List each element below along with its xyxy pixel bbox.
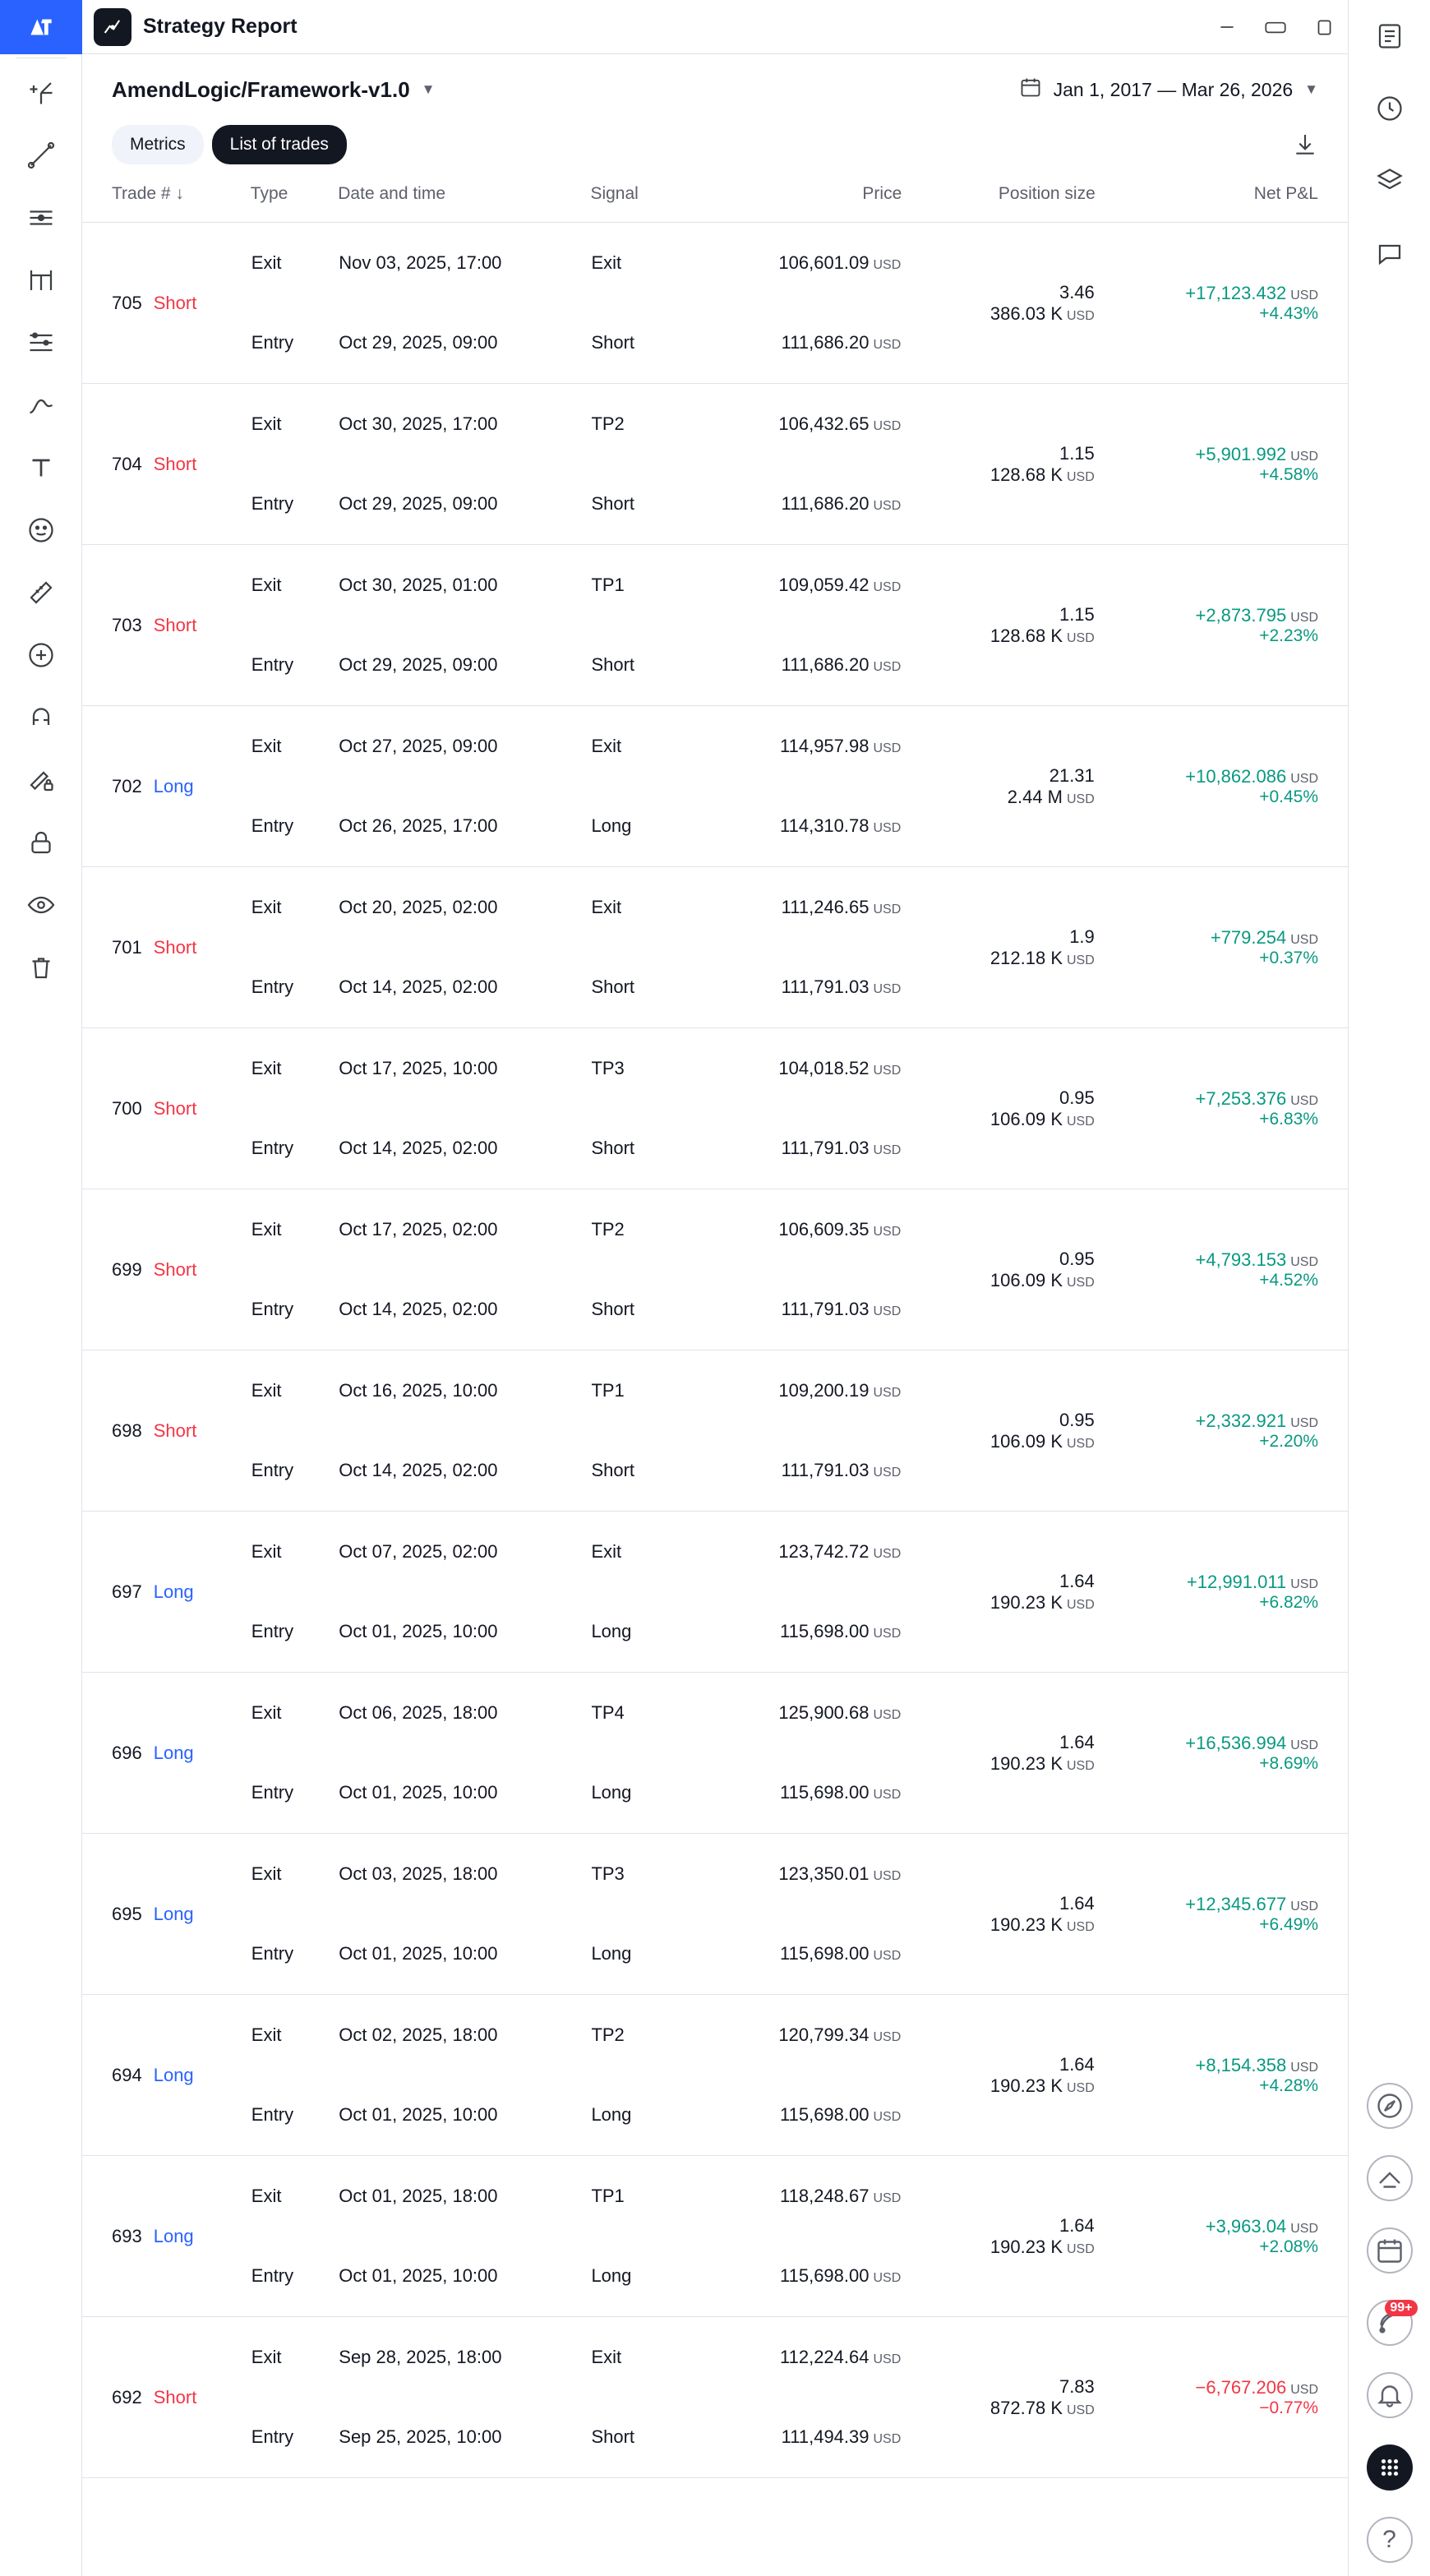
row-signal: Short (591, 332, 635, 353)
row-signal: Short (591, 1138, 635, 1159)
trade-side: Short (153, 936, 197, 958)
row-price: 111,494.39 USD (781, 2426, 902, 2448)
row-signal: TP1 (591, 574, 625, 595)
row-datetime: Oct 30, 2025, 17:00 (339, 413, 498, 434)
row-price: 115,698.00 USD (780, 2265, 902, 2287)
horizontal-lines-icon[interactable] (0, 187, 82, 249)
row-type: Exit (251, 2024, 282, 2045)
row-position-size: 1.64 190.23 K USD (989, 2053, 1095, 2096)
row-signal: Long (591, 1782, 632, 1803)
row-type: Exit (251, 2346, 282, 2367)
trade-number: 695 (112, 1903, 142, 1924)
trade-side: Short (153, 2386, 197, 2407)
strategy-selector[interactable] (112, 77, 435, 103)
strategy-report-window (82, 0, 1348, 2576)
row-price: 118,248.67 USD (780, 2185, 902, 2206)
table-row[interactable] (82, 867, 1348, 948)
table-row[interactable] (82, 1834, 1348, 1914)
trade-number: 698 (112, 1420, 142, 1441)
row-signal: Long (591, 1621, 632, 1642)
row-type: Entry (251, 815, 294, 837)
trade-side: Long (153, 1903, 194, 1924)
row-net-pnl: −6,767.206 USD −0.77% (1195, 2376, 1318, 2417)
row-type: Entry (251, 332, 294, 353)
row-datetime: Oct 06, 2025, 18:00 (339, 1701, 498, 1723)
row-price: 106,609.35 USD (778, 1218, 902, 1240)
trades-table (82, 184, 1348, 2478)
help-icon[interactable]: ? (1349, 2504, 1430, 2576)
row-position-size: 0.95 106.09 K USD (989, 1409, 1095, 1452)
table-row[interactable] (82, 1028, 1348, 1109)
row-net-pnl: +3,963.04 USD +2.08% (1205, 2215, 1318, 2256)
row-datetime: Oct 17, 2025, 10:00 (339, 1057, 498, 1078)
row-datetime: Sep 25, 2025, 10:00 (339, 2426, 502, 2448)
trade-number: 692 (112, 2386, 142, 2407)
trade-side: Short (153, 1420, 197, 1441)
row-price: 106,601.09 USD (778, 252, 902, 273)
row-datetime: Oct 27, 2025, 09:00 (339, 735, 498, 756)
row-price: 111,686.20 USD (781, 654, 902, 676)
strategy-name-label: AmendLogic/Framework-v1.0 (112, 76, 410, 102)
trade-number-cell (82, 1512, 251, 1673)
trade-side: Long (153, 2064, 194, 2085)
row-signal: Exit (591, 896, 622, 917)
table-row[interactable] (82, 1995, 1348, 2075)
row-price: 106,432.65 USD (778, 413, 902, 434)
chat-icon[interactable] (1349, 217, 1430, 289)
row-type: Entry (251, 976, 294, 998)
row-type: Exit (251, 252, 282, 273)
row-type: Entry (251, 2426, 294, 2448)
report-header (82, 54, 1348, 164)
row-datetime: Sep 28, 2025, 18:00 (339, 2346, 502, 2367)
column-header-net-pnl[interactable]: Net P&L (1096, 184, 1348, 223)
row-signal: Short (591, 1460, 635, 1481)
row-price: 111,246.65 USD (781, 896, 902, 917)
date-range-selector[interactable] (1019, 76, 1318, 104)
trade-number-cell (82, 2317, 251, 2478)
row-price: 125,900.68 USD (778, 1701, 902, 1723)
trade-side: Long (153, 775, 194, 796)
row-price: 115,698.00 USD (780, 1943, 902, 1964)
table-header-row (82, 184, 1348, 223)
trade-number-cell (82, 1189, 251, 1350)
row-type: Exit (251, 574, 282, 595)
calendar-icon (1019, 76, 1042, 104)
row-position-size: 0.95 106.09 K USD (989, 1087, 1095, 1129)
table-row[interactable] (82, 1189, 1348, 1270)
row-position-size: 1.64 190.23 K USD (989, 2214, 1095, 2257)
trade-side: Long (153, 1742, 194, 1763)
date-range-label: Jan 1, 2017 — Mar 26, 2026 (1053, 78, 1294, 100)
row-signal: TP3 (591, 1057, 625, 1078)
trades-table-body (82, 223, 1348, 2478)
row-datetime: Oct 16, 2025, 10:00 (339, 1379, 498, 1401)
trade-number-cell (82, 1673, 251, 1834)
row-type: Entry (251, 493, 294, 515)
row-datetime: Oct 14, 2025, 02:00 (339, 976, 498, 998)
strategy-icon (94, 8, 131, 46)
row-datetime: Oct 17, 2025, 02:00 (339, 1218, 498, 1240)
row-type: Entry (251, 1782, 294, 1803)
row-datetime: Oct 30, 2025, 01:00 (339, 574, 498, 595)
table-row[interactable] (82, 2317, 1348, 2398)
right-toolbar (1348, 0, 1430, 2576)
window-title: Strategy Report (143, 15, 298, 38)
row-signal: Long (591, 2104, 632, 2126)
row-signal: Exit (591, 735, 622, 756)
row-signal: TP3 (591, 1863, 625, 1884)
layers-icon[interactable] (1349, 145, 1430, 217)
row-price: 111,686.20 USD (781, 332, 902, 353)
trade-number: 699 (112, 1258, 142, 1280)
close-button[interactable] (1313, 16, 1335, 38)
row-datetime: Oct 29, 2025, 09:00 (339, 654, 498, 676)
row-price: 104,018.52 USD (778, 1057, 902, 1078)
row-position-size: 1.9 212.18 K USD (989, 926, 1095, 968)
row-signal: Exit (591, 1540, 622, 1562)
row-datetime: Oct 26, 2025, 17:00 (339, 815, 498, 837)
row-type: Entry (251, 1621, 294, 1642)
row-type: Exit (251, 1379, 282, 1401)
crosshair-cursor-icon[interactable] (0, 62, 82, 124)
row-type: Exit (251, 1540, 282, 1562)
table-row[interactable] (82, 1512, 1348, 1592)
trade-number: 694 (112, 2064, 142, 2085)
trade-side: Short (153, 292, 197, 313)
row-net-pnl: +8,154.358 USD +4.28% (1195, 2054, 1318, 2095)
bell-icon[interactable] (1349, 2359, 1430, 2431)
watchlist-icon[interactable] (1349, 0, 1430, 72)
row-type: Exit (251, 735, 282, 756)
ideas-icon[interactable] (1349, 2070, 1430, 2142)
row-type: Exit (251, 413, 282, 434)
trade-number-cell (82, 384, 251, 545)
hide-drawings-icon[interactable] (0, 874, 82, 936)
streams-icon[interactable] (1349, 2142, 1430, 2214)
row-type: Exit (251, 1218, 282, 1240)
trade-number: 704 (112, 453, 142, 474)
broadcast-icon[interactable] (1349, 2287, 1430, 2359)
row-datetime: Nov 03, 2025, 17:00 (339, 252, 502, 273)
row-signal: Short (591, 976, 635, 998)
row-price: 123,350.01 USD (778, 1863, 902, 1884)
row-type: Entry (251, 2104, 294, 2126)
trade-number: 693 (112, 2225, 142, 2246)
zoom-in-icon[interactable] (0, 624, 82, 686)
chevron-down-icon: ▼ (421, 81, 436, 97)
row-price: 111,791.03 USD (781, 1138, 902, 1159)
row-price: 109,200.19 USD (778, 1379, 902, 1401)
trade-number: 705 (112, 292, 142, 313)
row-datetime: Oct 14, 2025, 02:00 (339, 1460, 498, 1481)
row-type: Entry (251, 1943, 294, 1964)
gann-fan-icon[interactable] (0, 312, 82, 374)
trend-line-icon[interactable] (0, 124, 82, 187)
row-datetime: Oct 29, 2025, 09:00 (339, 493, 498, 515)
row-type: Entry (251, 654, 294, 676)
row-signal: TP2 (591, 1218, 625, 1240)
row-position-size: 1.64 190.23 K USD (989, 1892, 1095, 1935)
trade-number-cell (82, 223, 251, 384)
window-controls (1216, 0, 1335, 54)
trade-side: Short (153, 614, 197, 635)
column-header-trade[interactable]: Trade # ↓ (82, 184, 251, 223)
row-signal: Long (591, 815, 632, 837)
table-row[interactable] (82, 1673, 1348, 1753)
trade-side: Short (153, 453, 197, 474)
row-signal: Exit (591, 2346, 622, 2367)
row-type: Entry (251, 1299, 294, 1320)
row-type: Exit (251, 1057, 282, 1078)
column-header-datetime[interactable]: Date and time (338, 184, 590, 223)
row-datetime: Oct 01, 2025, 10:00 (339, 1782, 498, 1803)
trash-icon[interactable] (0, 936, 82, 999)
alerts-clock-icon[interactable] (1349, 72, 1430, 145)
row-price: 115,698.00 USD (780, 1782, 902, 1803)
row-price: 111,791.03 USD (781, 1460, 902, 1481)
row-net-pnl: +7,253.376 USD +6.83% (1195, 1087, 1318, 1129)
brush-icon[interactable] (0, 374, 82, 436)
row-signal: TP1 (591, 1379, 625, 1401)
row-type: Exit (251, 896, 282, 917)
row-price: 114,957.98 USD (780, 735, 902, 756)
row-price: 115,698.00 USD (780, 1621, 902, 1642)
trade-side: Long (153, 1581, 194, 1602)
report-tabs (112, 125, 347, 164)
row-net-pnl: +5,901.992 USD +4.58% (1195, 443, 1318, 484)
trade-number-cell (82, 2156, 251, 2317)
row-position-size: 1.64 190.23 K USD (989, 1570, 1095, 1613)
left-toolbar (0, 0, 82, 2576)
row-position-size: 1.15 128.68 K USD (989, 603, 1095, 646)
notification-badge: 99+ (1385, 2300, 1417, 2316)
measure-ruler-icon[interactable] (0, 561, 82, 624)
row-type: Entry (251, 1138, 294, 1159)
lock-drawings-icon[interactable] (0, 749, 82, 811)
row-signal: TP4 (591, 1701, 625, 1723)
trade-number: 701 (112, 936, 142, 958)
column-header-signal[interactable]: Signal (590, 184, 733, 223)
row-net-pnl: +10,862.086 USD +0.45% (1185, 765, 1318, 806)
row-datetime: Oct 03, 2025, 18:00 (339, 1863, 498, 1884)
tab-metrics[interactable]: Metrics (112, 125, 204, 164)
table-row[interactable] (82, 1350, 1348, 1431)
trade-number: 696 (112, 1742, 142, 1763)
emoji-icon[interactable] (0, 499, 82, 561)
row-price: 120,799.34 USD (778, 2024, 902, 2045)
row-signal: TP2 (591, 413, 625, 434)
trade-number: 702 (112, 775, 142, 796)
trade-number: 697 (112, 1581, 142, 1602)
row-price: 111,791.03 USD (781, 1299, 902, 1320)
row-datetime: Oct 07, 2025, 02:00 (339, 1540, 498, 1562)
download-icon[interactable] (1292, 132, 1318, 158)
row-type: Exit (251, 2185, 282, 2206)
row-signal: Short (591, 493, 635, 515)
row-datetime: Oct 14, 2025, 02:00 (339, 1138, 498, 1159)
minimize-button[interactable] (1216, 16, 1238, 38)
row-position-size: 3.46 386.03 K USD (989, 281, 1095, 324)
row-signal: Short (591, 654, 635, 676)
row-price: 111,791.03 USD (781, 976, 902, 998)
trade-number-cell (82, 1995, 251, 2156)
row-net-pnl: +2,332.921 USD +2.20% (1195, 1410, 1318, 1451)
table-row[interactable] (82, 706, 1348, 787)
row-signal: Short (591, 1299, 635, 1320)
row-price: 123,742.72 USD (778, 1540, 902, 1562)
row-price: 112,224.64 USD (780, 2346, 902, 2367)
table-row[interactable] (82, 2156, 1348, 2237)
row-datetime: Oct 14, 2025, 02:00 (339, 1299, 498, 1320)
row-type: Entry (251, 2265, 294, 2287)
row-signal: Long (591, 2265, 632, 2287)
row-signal: Long (591, 1943, 632, 1964)
row-datetime: Oct 01, 2025, 10:00 (339, 2104, 498, 2126)
window-titlebar (82, 0, 1348, 54)
trade-side: Short (153, 1258, 197, 1280)
table-row[interactable] (82, 223, 1348, 303)
row-price: 115,698.00 USD (780, 2104, 902, 2126)
tab-list-of-trades[interactable]: List of trades (212, 125, 347, 164)
calendar-icon[interactable] (1349, 2214, 1430, 2287)
row-net-pnl: +2,873.795 USD +2.23% (1195, 604, 1318, 645)
magnet-icon[interactable] (0, 686, 82, 749)
trade-number-cell (82, 867, 251, 1028)
row-datetime: Oct 01, 2025, 10:00 (339, 1943, 498, 1964)
row-position-size: 7.83 872.78 K USD (989, 2375, 1095, 2418)
row-datetime: Oct 01, 2025, 18:00 (339, 2185, 498, 2206)
row-signal: TP2 (591, 2024, 625, 2045)
row-type: Entry (251, 1460, 294, 1481)
row-net-pnl: +4,793.153 USD +4.52% (1195, 1249, 1318, 1290)
trade-number: 703 (112, 614, 142, 635)
row-datetime: Oct 02, 2025, 18:00 (339, 2024, 498, 2045)
row-signal: TP1 (591, 2185, 625, 2206)
trade-number-cell (82, 706, 251, 867)
trade-number: 700 (112, 1097, 142, 1119)
maximize-button[interactable] (1262, 16, 1289, 38)
row-type: Exit (251, 1863, 282, 1884)
apps-grid-icon[interactable] (1349, 2431, 1430, 2504)
trade-number-cell (82, 1028, 251, 1189)
trade-side: Long (153, 2225, 194, 2246)
row-position-size: 1.15 128.68 K USD (989, 442, 1095, 485)
table-row[interactable] (82, 545, 1348, 626)
trade-side: Short (153, 1097, 197, 1119)
row-position-size: 0.95 106.09 K USD (989, 1248, 1095, 1290)
trade-number-cell (82, 545, 251, 706)
row-net-pnl: +17,123.432 USD +4.43% (1185, 282, 1318, 323)
row-net-pnl: +779.254 USD +0.37% (1210, 926, 1318, 967)
row-position-size: 21.31 2.44 M USD (1007, 764, 1095, 807)
row-type: Exit (251, 1701, 282, 1723)
row-net-pnl: +16,536.994 USD +8.69% (1185, 1732, 1318, 1773)
row-datetime: Oct 29, 2025, 09:00 (339, 332, 498, 353)
trade-number-cell (82, 1350, 251, 1512)
column-header-price[interactable]: Price (734, 184, 902, 223)
chevron-down-icon: ▼ (1304, 81, 1318, 97)
table-row[interactable] (82, 384, 1348, 464)
row-price: 109,059.42 USD (778, 574, 902, 595)
row-datetime: Oct 20, 2025, 02:00 (339, 896, 498, 917)
column-header-position-size[interactable]: Position size (902, 184, 1096, 223)
row-datetime: Oct 01, 2025, 10:00 (339, 1621, 498, 1642)
fib-pitchfork-icon[interactable] (0, 249, 82, 312)
row-position-size: 1.64 190.23 K USD (989, 1731, 1095, 1774)
row-signal: Short (591, 2426, 635, 2448)
row-net-pnl: +12,991.011 USD +6.82% (1186, 1571, 1318, 1612)
brand-logo[interactable] (0, 0, 82, 54)
trade-number-cell (82, 1834, 251, 1995)
row-datetime: Oct 01, 2025, 10:00 (339, 2265, 498, 2287)
row-price: 111,686.20 USD (781, 493, 902, 515)
row-net-pnl: +12,345.677 USD +6.49% (1185, 1893, 1318, 1934)
row-signal: Exit (591, 252, 622, 273)
row-price: 114,310.78 USD (780, 815, 902, 837)
text-icon[interactable] (0, 436, 82, 499)
lock-icon[interactable] (0, 811, 82, 874)
column-header-type[interactable]: Type (251, 184, 338, 223)
